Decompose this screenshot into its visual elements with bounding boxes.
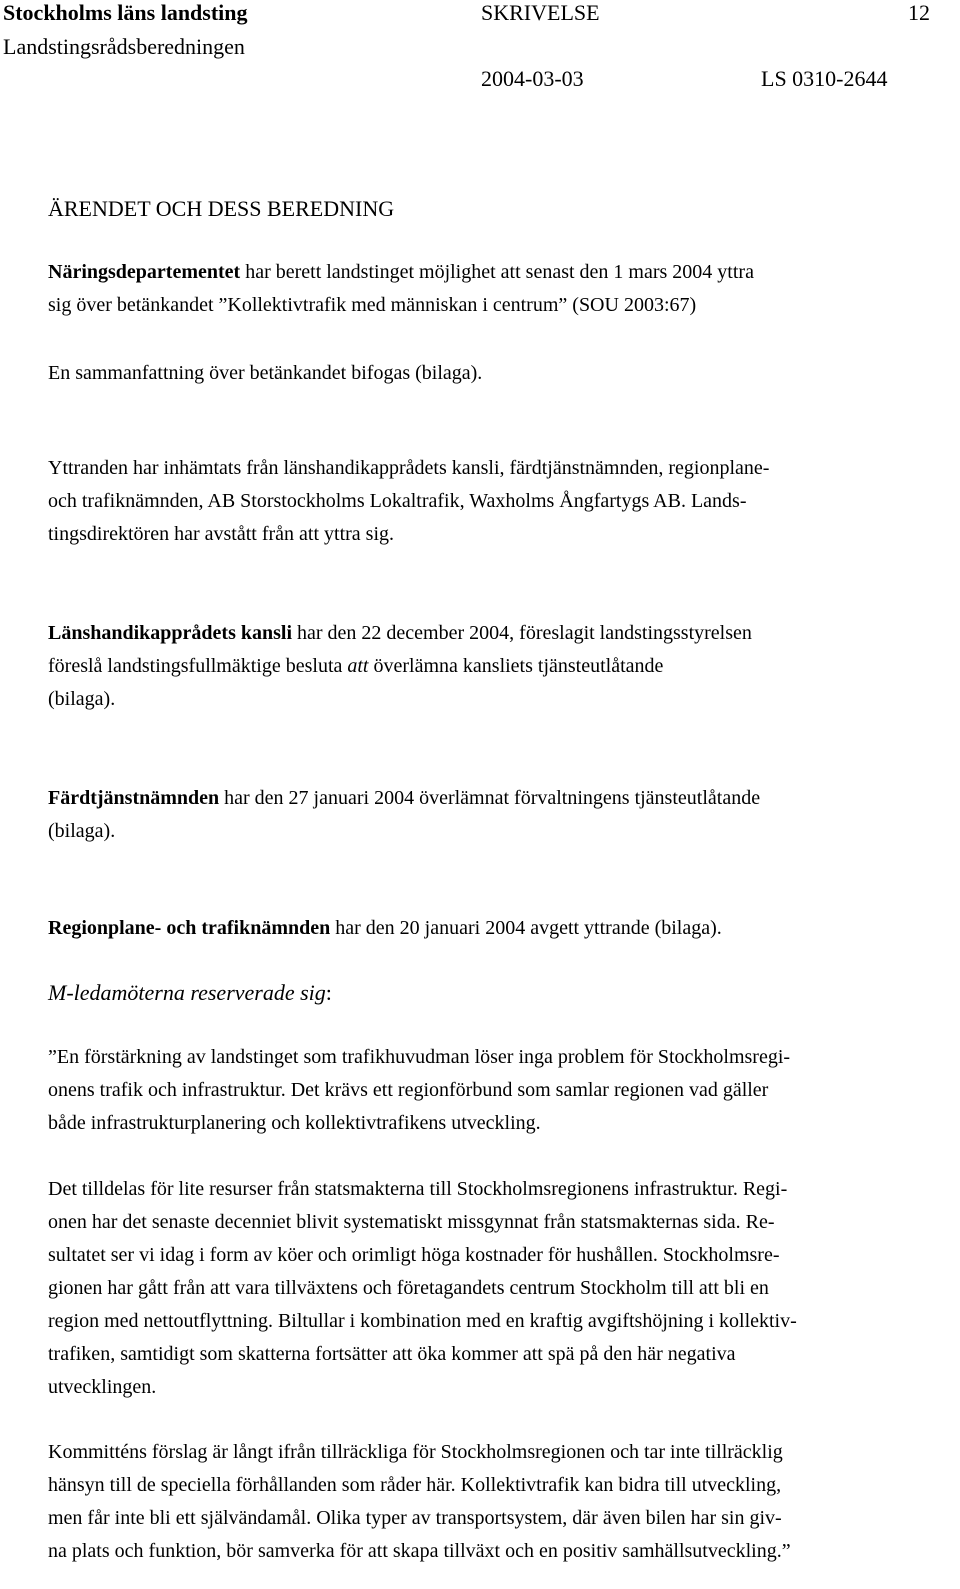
section-title: ÄRENDET OCH DESS BEREDNING (48, 196, 395, 221)
paragraph-text: överlämna kansliets tjänsteutlåtande (bilaga). (48, 655, 664, 710)
paragraph-text: ”En förstärkning av landstinget som trafikhuvudman löser inga problem för Stockholmsregi- onens trafik och infrastruktur. Det krävs ett regionförbund som samlar regionen vad gäller både infrastrukturplanering och kollektivtrafikens utveckling. (48, 1046, 791, 1134)
paragraph-text: En sammanfattning över betänkandet bifogas (bilaga). (48, 362, 483, 384)
page-number: 12 (908, 0, 930, 25)
paragraph-text: Yttranden har inhämtats från länshandikapprådets kansli, färdtjänstnämnden, regionplane- och trafiknämnden, AB Storstockholms Lokaltrafik, Waxholms Ångfartygs AB. Lands- tingsdirektören har avstått från att yttra sig. (48, 457, 770, 545)
quote-paragraph-2 (48, 1173, 948, 1404)
paragraph-transport-service-board (48, 782, 948, 848)
paragraph-text: Kommitténs förslag är långt ifrån tillräckliga för Stockholmsregionen och tar inte tillräcklig hänsyn till de speciella förhållanden som råder här. Kollektivtrafik kan bidra till utveckling, men får inte bli ett självändamål. Olika typer av transportsystem, där även bilen har sin giv- na plats och funktion, bör samverka för att skapa tillväxt och en positiv samhällsutveckling.” (48, 1441, 791, 1562)
reservation-heading (48, 976, 948, 1009)
paragraph-text: har den 22 december 2004, föreslagit landstingsstyrelsen föreslå landstingsfullmäktige besluta (48, 622, 752, 677)
document-type: SKRIVELSE (481, 0, 600, 25)
paragraph-disability-council (48, 617, 948, 716)
board-name: Färdtjänstnämnden (48, 787, 220, 809)
department-name: Landstingsrådsberedningen (3, 34, 245, 59)
paragraph-text: har berett landstinget möjlighet att senast den 1 mars 2004 yttra sig över betänkandet ”Kollektivtrafik med människan i centrum” (SOU 2003:67) (48, 261, 754, 316)
reservation-label: M-ledamöterna reserverade sig (48, 980, 326, 1005)
paragraph-summary (48, 357, 948, 390)
organization-name: Stockholms läns landsting (3, 0, 248, 25)
paragraph-regional-planning-board (48, 912, 948, 945)
paragraph-text: har den 20 januari 2004 avgett yttrande (bilaga). (330, 917, 722, 939)
council-name: Länshandikapprådets kansli (48, 622, 293, 644)
paragraph-consultations (48, 452, 948, 551)
paragraph-ministry (48, 256, 948, 322)
colon: : (325, 980, 332, 1005)
quote-paragraph-1 (48, 1041, 948, 1140)
paragraph-text: har den 27 januari 2004 överlämnat förvaltningens tjänsteutlåtande (bilaga). (48, 787, 761, 842)
italic-term: att (347, 655, 369, 677)
board-name: Regionplane- och trafiknämnden (48, 917, 331, 939)
quote-paragraph-3 (48, 1436, 948, 1568)
ministry-name: Näringsdepartementet (48, 261, 241, 283)
document-date: 2004-03-03 (481, 66, 584, 91)
document-reference: LS 0310-2644 (761, 66, 888, 91)
paragraph-text: Det tilldelas för lite resurser från statsmakterna till Stockholmsregionens infrastruktur. Regi- onen har det senaste decenniet blivit systematiskt missgynnat från statsmakternas sida. Re- sultatet ser vi idag i form av köer och orimligt höga kostnader för hushållen. Stockholmsre- gionen har gått från att vara tillväxtens och företagandets centrum Stockholm till att bli en region med nettoutflyttning. Biltullar i kombination med en kraftig avgiftshöjning i kollektiv- trafiken, samtidigt som skatterna fortsätter att öka kommer att spä på den här negativa utvecklingen. (48, 1178, 797, 1398)
